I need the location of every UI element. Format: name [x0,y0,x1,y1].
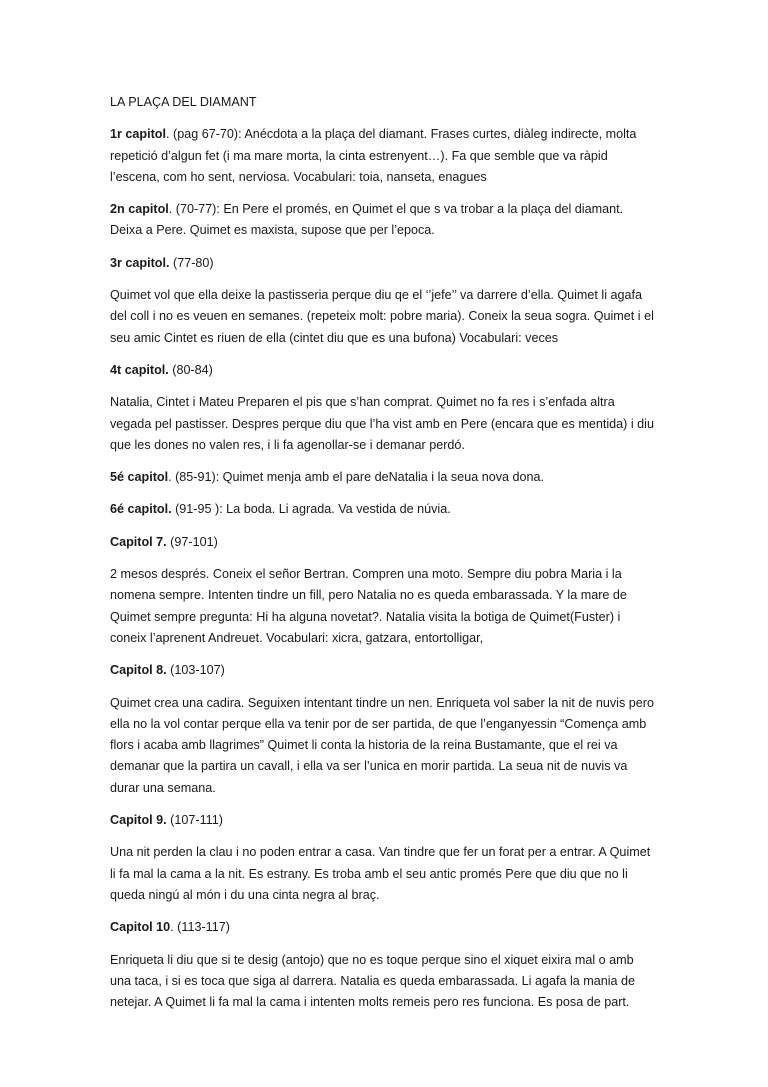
section-capitol-10-body: Enriqueta li diu que si te desig (antojo) que no es toque perque sino el xiquet eixira mal o amb una taca, i si es toca que siga al darrera. Natalia es queda embarassada. Li agafa la mania de netejar. A Quimet li fa mal la cama i intenten molts remeis pero res funciona. Es posa de part. [110,952,636,1010]
chapter-heading: 3r capitol. [110,255,170,270]
chapter-text: . (70-77): En Pere el promés, en Quimet el que s va trobar a la plaça del diamant. Deixa a Pere. Quimet es maxista, supose que per l’epoca. [110,202,624,238]
section-capitol-8-heading [110,660,655,681]
section-capitol-8-body: Quimet crea una cadira. Seguixen intentant tindre un nen. Enriqueta vol saber la nit de nuvis pero ella no la vol contar perque ella va tenir por de ser partida, de que l’enganyessin “Comença amb flors i acaba amb llagrimes” Quimet li conta la historia de la reina Bustamante, que el rei va demanar que la partira un cavall, i ella va ser l’unica en morir partida. La seua nit de nuvis va durar una semana. [110,695,654,795]
chapter-text: . (85-91): Quimet menja amb el pare deNatalia i la seua nova dona. [168,470,545,485]
chapter-heading: Capitol 10 [110,920,171,935]
chapter-pages: (103-107) [166,663,225,678]
chapter-heading: 2n capitol [110,202,169,217]
chapter-heading: 5é capitol [110,470,169,485]
section-3r-capitol-body: Quimet vol que ella deixe la pastisseria perque diu qe el ‘’jefe’’ va darrere d’ella. Quimet li agafa del coll i no es veuen en semanes. (repeteix molt: pobre maria). Coneix la seua sogra. Quimet i el seu amic Cintet es riuen de ella (cintet diu que es una bufona) Vocabulari: veces [110,288,654,345]
chapter-text: . (pag 67-70): Anécdota a la plaça del diamant. Frases curtes, diàleg indirecte, molta repetició d’algun fet (i ma mare morta, la cinta estrenyent…). Fa que semble que va ràpid l’escena, com ho sent, nerviosa. Vocabulari: toia, nanseta, enagues [110,127,637,184]
section-capitol-7-body: 2 mesos després. Coneix el señor Bertran. Compren una moto. Sempre diu pobra Maria i la nomena sempre. Intenten tindre un fill, pero Natalia no es queda embarassada. Y la mare de Quimet sempre pregunta: Hi ha alguna novetat?. Natalia visita la botiga de Quimet(Fuster) i coneix l’aprenent Andreuet. Vocabulari: xicra, gatzara, entortolligar, [110,567,627,645]
chapter-pages: (80-84) [168,362,213,377]
chapter-pages: (97-101) [166,534,218,549]
section-capitol-9-heading [110,810,655,831]
section-4t-capitol-body: Natalia, Cintet i Mateu Preparen el pis que s’han comprat. Quimet no fa res i s’enfada altra vegada pel pastisser. Despres perque diu que l’ha vist amb en Pere (encara que es mentida) i diu que les dones no valen res, i li fa agenollar-se i demanar perdó. [110,395,654,452]
section-6e-capitol [110,499,655,520]
section-3r-capitol-heading [110,253,655,274]
section-5e-capitol [110,467,655,488]
section-4t-capitol-heading [110,360,655,381]
chapter-pages: (77-80) [169,255,214,270]
document-title: LA PLAÇA DEL DIAMANT [110,95,257,109]
chapter-heading: 1r capitol [110,127,166,142]
chapter-text: . (113-117) [170,920,230,935]
chapter-heading: Capitol 9. [110,813,167,828]
section-2n-capitol [110,199,655,242]
chapter-heading: 4t capitol. [110,362,169,377]
chapter-heading: Capitol 8. [110,663,167,678]
section-capitol-9-body: Una nit perden la clau i no poden entrar a casa. Van tindre que fer un forat per a entrar. A Quimet li fa mal la cama a la nit. Es estrany. Es troba amb el seu antic promés Pere que diu que no li queda ningú al món i du una cinta negra al braç. [110,845,651,902]
chapter-heading: 6é capitol. [110,502,172,517]
chapter-text: (91-95 ): La boda. Li agrada. Va vestida de núvia. [171,502,451,517]
chapter-pages: (107-111) [166,813,223,828]
section-1r-capitol [110,124,655,188]
section-capitol-10-heading [110,917,655,938]
chapter-heading: Capitol 7. [110,534,167,549]
document-page [110,92,655,1024]
section-capitol-7-heading [110,532,655,553]
